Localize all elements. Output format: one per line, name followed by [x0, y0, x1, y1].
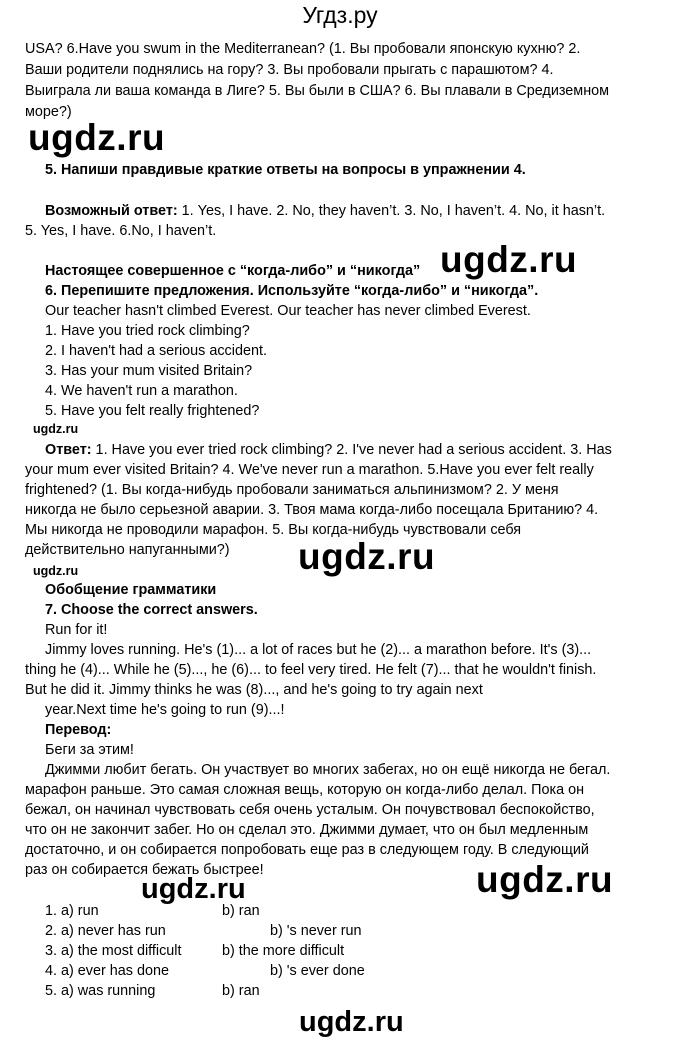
ex5-answer-line: [45, 201, 605, 221]
intro-line: море?): [25, 104, 72, 120]
ex6-answer-line: [45, 440, 612, 460]
ex6-title: 6. Перепишите предложения. Используйте “когда-либо” и “никогда”.: [45, 283, 539, 299]
intro-line: Выиграла ли ваша команда в Лиге? 5. Вы были в США? 6. Вы плавали в Средиземном: [25, 83, 610, 99]
option-b: b) 's ever done: [270, 963, 365, 979]
ex6-answer-label: Ответ:: [45, 442, 92, 458]
ex6-item: 2. I haven't had a serious accident.: [45, 343, 267, 359]
watermark: ugdz.ru: [476, 859, 614, 900]
option-a: 3. a) the most difficult: [45, 943, 182, 959]
ex5-answer-line-2: 5. Yes, I have. 6.No, I haven’t.: [25, 223, 217, 239]
ex7-title: 7. Choose the correct answers.: [45, 602, 258, 618]
ex6-item: 5. Have you felt really frightened?: [45, 403, 260, 419]
ex6-answer-line: никогда не было серьезной аварии. 3. Твоя мама когда-либо посещала Британию? 4.: [25, 502, 599, 518]
ex7-story-line: year.Next time he's going to run (9)...!: [45, 702, 285, 718]
ex7-story-line: Jimmy loves running. He's (1)... a lot of races but he (2)... a marathon before. It's (3)...: [45, 642, 592, 658]
ex6-answer-text: 1. Have you ever tried rock climbing? 2. I've never had a serious accident. 3. Has: [91, 442, 612, 458]
watermark-small: ugdz.ru: [33, 422, 79, 436]
ex6-item: 4. We haven't run a marathon.: [45, 383, 238, 399]
translation-line: достаточно, и он собирается попробовать еще раз в следующем году. В следующий: [25, 842, 589, 858]
option-a: 5. a) was running: [45, 983, 156, 999]
ex6-answer-line: Мы никогда не проводили марафон. 5. Вы когда-нибудь чувствовали себя: [25, 522, 522, 538]
ex5-answer-text: 1. Yes, I have. 2. No, they haven’t. 3. No, I haven’t. 4. No, it hasn’t.: [177, 203, 606, 219]
option-b: b) ran: [222, 903, 260, 919]
watermark: ugdz.ru: [141, 873, 246, 905]
translation-line: что он не закончит забег. Но он сделал это. Джимми думает, что он был медленным: [25, 822, 589, 838]
section-title: Обобщение грамматики: [45, 582, 217, 598]
option-a: 1. a) run: [45, 903, 99, 919]
ex6-answer-line: frightened? (1. Вы когда-нибудь пробовали заниматься альпинизмом? 2. У меня: [25, 482, 559, 498]
watermark: ugdz.ru: [299, 1006, 404, 1038]
option-a: 2. a) never has run: [45, 923, 166, 939]
ex6-item: 1. Have you tried rock climbing?: [45, 323, 250, 339]
ex7-story-line: thing he (4)... While he (5)..., he (6)... to feel very tired. He felt (7)... that he wouldn't finish.: [25, 662, 597, 678]
section-title: Настоящее совершенное с “когда-либо” и “никогда”: [45, 263, 421, 279]
translation-line: бежал, он начинал чувствовать себя очень усталым. Он почувствовал беспокойство,: [25, 802, 595, 818]
option-b: b) 's never run: [270, 923, 362, 939]
option-b: b) the more difficult: [222, 943, 345, 959]
intro-line: USA? 6.Have you swum in the Mediterranean? (1. Вы пробовали японскую кухню? 2.: [25, 41, 581, 57]
watermark: ugdz.ru: [440, 239, 578, 280]
option-b: b) ran: [222, 983, 260, 999]
site-title: Угдз.ру: [302, 2, 378, 28]
ex7-story-title: Run for it!: [45, 622, 108, 638]
intro-line: Ваши родители поднялись на гору? 3. Вы пробовали прыгать с парашютом? 4.: [25, 62, 554, 78]
ex6-item: 3. Has your mum visited Britain?: [45, 363, 253, 379]
option-a: 4. a) ever has done: [45, 963, 169, 979]
ex7-story-line: But he did it. Jimmy thinks he was (8)..., and he's going to try again next: [25, 682, 483, 698]
watermark-small: ugdz.ru: [33, 564, 79, 578]
translation-line: раз он собирается бежать быстрее!: [25, 862, 264, 878]
translation-line: Джимми любит бегать. Он участвует во многих забегах, но он ещё никогда не бегал.: [45, 762, 611, 778]
translation-title: Беги за этим!: [45, 742, 134, 758]
translation-label: Перевод:: [45, 722, 112, 738]
translation-line: марафон раньше. Это самая сложная вещь, которую он когда-либо делал. Пока он: [25, 782, 585, 798]
watermark: ugdz.ru: [298, 536, 436, 577]
ex5-title: 5. Напиши правдивые краткие ответы на вопросы в упражнении 4.: [45, 162, 526, 178]
watermark: ugdz.ru: [28, 117, 166, 158]
ex6-answer-line: действительно напуганными?): [25, 542, 230, 558]
ex6-answer-line: your mum ever visited Britain? 4. We've never run a marathon. 5.Have you ever felt really: [25, 462, 594, 478]
ex5-answer-label: Возможный ответ:: [45, 203, 178, 219]
ex6-example: Our teacher hasn't climbed Everest. Our teacher has never climbed Everest.: [45, 303, 531, 319]
